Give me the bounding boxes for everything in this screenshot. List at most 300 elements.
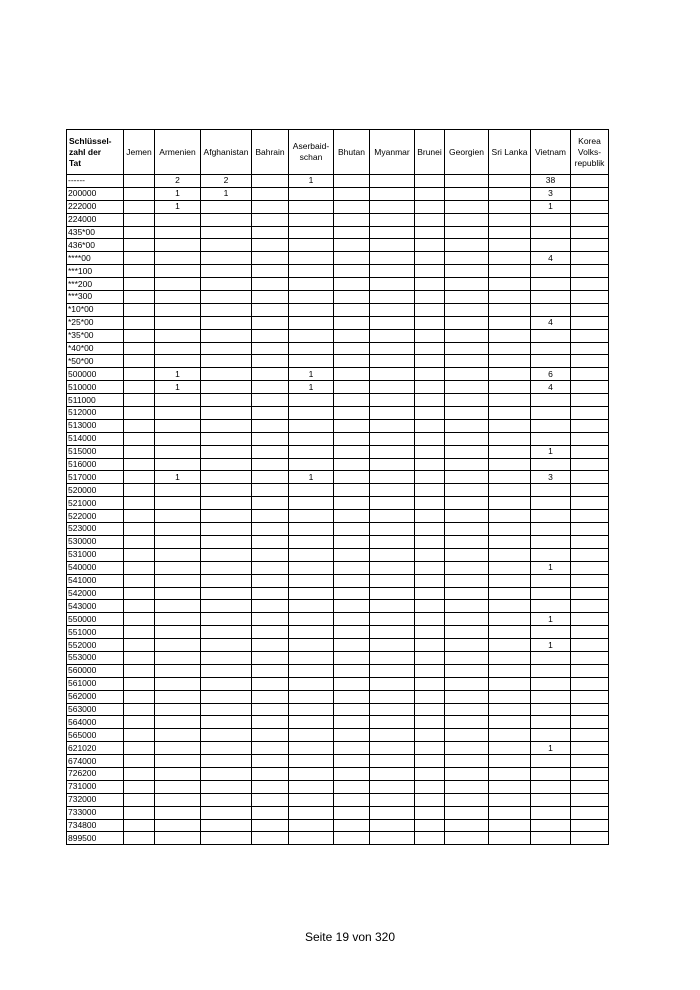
value-cell [571, 767, 609, 780]
value-cell [531, 239, 571, 252]
value-cell [252, 716, 289, 729]
value-cell [155, 690, 201, 703]
value-cell [252, 600, 289, 613]
value-cell [252, 394, 289, 407]
key-cell: 520000 [67, 484, 124, 497]
value-cell [252, 523, 289, 536]
key-cell: 733000 [67, 806, 124, 819]
value-cell [415, 729, 445, 742]
value-cell [489, 458, 531, 471]
value-cell [289, 458, 334, 471]
key-cell: 522000 [67, 510, 124, 523]
value-cell: 3 [531, 471, 571, 484]
table-row [67, 226, 609, 239]
value-cell [155, 574, 201, 587]
value-cell [415, 587, 445, 600]
table-row [67, 471, 609, 484]
key-cell: 564000 [67, 716, 124, 729]
value-cell [489, 793, 531, 806]
value-cell [334, 664, 370, 677]
value-cell [571, 510, 609, 523]
value-cell [370, 432, 415, 445]
table-row [67, 613, 609, 626]
table-row [67, 368, 609, 381]
value-cell [155, 407, 201, 420]
value-cell [415, 407, 445, 420]
value-cell [252, 587, 289, 600]
value-cell [489, 690, 531, 703]
value-cell [201, 664, 252, 677]
value-cell [531, 484, 571, 497]
value-cell [571, 381, 609, 394]
value-cell [252, 497, 289, 510]
value-cell [571, 742, 609, 755]
value-cell [155, 432, 201, 445]
column-header [252, 130, 289, 175]
key-cell: *50*00 [67, 355, 124, 368]
value-cell [334, 819, 370, 832]
value-cell [252, 381, 289, 394]
value-cell [252, 626, 289, 639]
value-cell [252, 175, 289, 188]
value-cell [370, 742, 415, 755]
value-cell [370, 574, 415, 587]
key-column-header-line: zahl der [69, 146, 102, 157]
value-cell [370, 175, 415, 188]
value-cell [155, 445, 201, 458]
value-cell [489, 755, 531, 768]
value-cell [201, 587, 252, 600]
value-cell [489, 419, 531, 432]
key-cell: 541000 [67, 574, 124, 587]
value-cell [489, 265, 531, 278]
value-cell [531, 213, 571, 226]
value-cell [489, 600, 531, 613]
value-cell [155, 587, 201, 600]
value-cell [289, 755, 334, 768]
value-cell [289, 677, 334, 690]
column-header-line: Georgien [449, 146, 484, 157]
column-header [370, 130, 415, 175]
value-cell [155, 523, 201, 536]
table-row [67, 187, 609, 200]
value-cell [531, 677, 571, 690]
value-cell [124, 432, 155, 445]
value-cell [445, 342, 489, 355]
value-cell [489, 535, 531, 548]
value-cell [415, 213, 445, 226]
value-cell [531, 394, 571, 407]
value-cell [155, 716, 201, 729]
value-cell [201, 510, 252, 523]
value-cell [489, 767, 531, 780]
value-cell [334, 587, 370, 600]
value-cell [289, 355, 334, 368]
value-cell [334, 561, 370, 574]
value-cell [289, 793, 334, 806]
value-cell [531, 419, 571, 432]
value-cell [155, 780, 201, 793]
value-cell [370, 690, 415, 703]
value-cell [415, 303, 445, 316]
value-cell: 1 [531, 200, 571, 213]
key-cell: 899500 [67, 832, 124, 845]
value-cell [531, 793, 571, 806]
value-cell [445, 535, 489, 548]
value-cell: 1 [531, 639, 571, 652]
value-cell [252, 355, 289, 368]
value-cell [445, 664, 489, 677]
value-cell [531, 303, 571, 316]
table-row [67, 832, 609, 845]
value-cell [289, 200, 334, 213]
value-cell [334, 703, 370, 716]
value-cell [201, 767, 252, 780]
key-cell: 674000 [67, 755, 124, 768]
value-cell [155, 742, 201, 755]
value-cell [124, 394, 155, 407]
value-cell [415, 484, 445, 497]
value-cell [201, 445, 252, 458]
value-cell [252, 613, 289, 626]
key-cell: 511000 [67, 394, 124, 407]
value-cell [124, 265, 155, 278]
value-cell [289, 832, 334, 845]
value-cell [370, 239, 415, 252]
key-cell: 224000 [67, 213, 124, 226]
value-cell [571, 819, 609, 832]
table-row [67, 535, 609, 548]
table-row [67, 419, 609, 432]
value-cell [571, 497, 609, 510]
value-cell [415, 175, 445, 188]
page-number: Seite 19 von 320 [304, 930, 396, 944]
value-cell [445, 703, 489, 716]
table-row [67, 445, 609, 458]
value-cell [252, 767, 289, 780]
value-cell [289, 291, 334, 304]
value-cell [415, 742, 445, 755]
value-cell [334, 639, 370, 652]
value-cell [289, 342, 334, 355]
value-cell [124, 445, 155, 458]
value-cell [489, 329, 531, 342]
value-cell [571, 523, 609, 536]
key-cell: ***100 [67, 265, 124, 278]
value-cell [124, 484, 155, 497]
key-cell: 621020 [67, 742, 124, 755]
value-cell [155, 329, 201, 342]
key-cell: *40*00 [67, 342, 124, 355]
table-row [67, 639, 609, 652]
value-cell [289, 523, 334, 536]
value-cell [155, 729, 201, 742]
value-cell [489, 187, 531, 200]
value-cell [531, 587, 571, 600]
value-cell [201, 755, 252, 768]
value-cell [489, 664, 531, 677]
value-cell [445, 252, 489, 265]
value-cell [334, 651, 370, 664]
value-cell [415, 265, 445, 278]
value-cell [571, 458, 609, 471]
value-cell [289, 729, 334, 742]
value-cell [124, 780, 155, 793]
value-cell [571, 484, 609, 497]
column-header-line: Bhutan [338, 146, 365, 157]
value-cell [531, 780, 571, 793]
value-cell [415, 316, 445, 329]
value-cell [531, 819, 571, 832]
value-cell [155, 278, 201, 291]
table-row [67, 329, 609, 342]
value-cell [370, 716, 415, 729]
value-cell [370, 755, 415, 768]
table-row [67, 252, 609, 265]
column-header-line: Sri Lanka [491, 146, 528, 157]
key-cell: *10*00 [67, 303, 124, 316]
value-cell [252, 368, 289, 381]
key-cell: 510000 [67, 381, 124, 394]
value-cell [252, 252, 289, 265]
value-cell [334, 291, 370, 304]
value-cell [124, 729, 155, 742]
value-cell [571, 278, 609, 291]
key-cell: 531000 [67, 548, 124, 561]
table-row [67, 484, 609, 497]
value-cell [445, 639, 489, 652]
value-cell [571, 252, 609, 265]
key-column-header-line: Tat [69, 157, 82, 168]
value-cell [489, 407, 531, 420]
value-cell [252, 432, 289, 445]
value-cell [201, 677, 252, 690]
value-cell [445, 368, 489, 381]
value-cell [155, 703, 201, 716]
value-cell [252, 226, 289, 239]
key-cell: 542000 [67, 587, 124, 600]
value-cell [445, 394, 489, 407]
value-cell [289, 780, 334, 793]
value-cell [289, 548, 334, 561]
value-cell [531, 291, 571, 304]
column-header-line: Volks- [577, 146, 602, 157]
value-cell [155, 677, 201, 690]
value-cell [334, 523, 370, 536]
value-cell [571, 613, 609, 626]
value-cell [124, 574, 155, 587]
value-cell [531, 664, 571, 677]
value-cell [252, 265, 289, 278]
value-cell [531, 651, 571, 664]
value-cell [334, 329, 370, 342]
value-cell [334, 355, 370, 368]
column-header [155, 130, 201, 175]
key-cell: 553000 [67, 651, 124, 664]
key-cell: 222000 [67, 200, 124, 213]
value-cell [155, 651, 201, 664]
key-cell: ****00 [67, 252, 124, 265]
value-cell [155, 639, 201, 652]
value-cell [334, 574, 370, 587]
value-cell [289, 703, 334, 716]
value-cell [415, 419, 445, 432]
value-cell [201, 394, 252, 407]
value-cell [571, 394, 609, 407]
value-cell [415, 535, 445, 548]
value-cell: 1 [289, 368, 334, 381]
value-cell [571, 587, 609, 600]
value-cell [124, 329, 155, 342]
value-cell [571, 716, 609, 729]
value-cell: 1 [289, 175, 334, 188]
value-cell [201, 407, 252, 420]
value-cell [124, 651, 155, 664]
table-row [67, 213, 609, 226]
value-cell [252, 742, 289, 755]
value-cell [334, 690, 370, 703]
value-cell [155, 394, 201, 407]
value-cell [489, 175, 531, 188]
value-cell [531, 523, 571, 536]
value-cell [252, 677, 289, 690]
table-row [67, 626, 609, 639]
value-cell [334, 780, 370, 793]
value-cell [370, 664, 415, 677]
value-cell [415, 677, 445, 690]
value-cell [445, 626, 489, 639]
value-cell [571, 316, 609, 329]
table-row [67, 355, 609, 368]
header-row [67, 130, 609, 175]
value-cell [201, 651, 252, 664]
value-cell [370, 523, 415, 536]
value-cell [155, 497, 201, 510]
value-cell [201, 458, 252, 471]
value-cell [415, 368, 445, 381]
value-cell [571, 600, 609, 613]
value-cell [415, 329, 445, 342]
value-cell [489, 587, 531, 600]
column-header [289, 130, 334, 175]
table-row [67, 316, 609, 329]
table-row [67, 407, 609, 420]
value-cell [201, 832, 252, 845]
value-cell [489, 252, 531, 265]
table-row [67, 291, 609, 304]
value-cell [155, 226, 201, 239]
value-cell [201, 806, 252, 819]
value-cell [155, 806, 201, 819]
value-cell [201, 626, 252, 639]
value-cell [445, 187, 489, 200]
value-cell [489, 291, 531, 304]
value-cell [334, 187, 370, 200]
key-cell: 436*00 [67, 239, 124, 252]
value-cell [571, 265, 609, 278]
value-cell [370, 639, 415, 652]
value-cell [445, 213, 489, 226]
value-cell [489, 278, 531, 291]
value-cell [370, 729, 415, 742]
value-cell [334, 278, 370, 291]
value-cell [252, 690, 289, 703]
value-cell [124, 497, 155, 510]
value-cell [571, 213, 609, 226]
value-cell [445, 767, 489, 780]
value-cell [124, 471, 155, 484]
value-cell [334, 806, 370, 819]
value-cell [155, 355, 201, 368]
value-cell [289, 651, 334, 664]
value-cell [489, 561, 531, 574]
value-cell [489, 677, 531, 690]
table-row [67, 600, 609, 613]
table-row [67, 510, 609, 523]
value-cell [571, 729, 609, 742]
key-cell: 551000 [67, 626, 124, 639]
value-cell [531, 716, 571, 729]
value-cell [489, 239, 531, 252]
value-cell [415, 445, 445, 458]
value-cell: 38 [531, 175, 571, 188]
value-cell [445, 291, 489, 304]
value-cell [334, 239, 370, 252]
value-cell [124, 342, 155, 355]
value-cell [489, 806, 531, 819]
value-cell [531, 226, 571, 239]
value-cell [155, 316, 201, 329]
key-cell: 517000 [67, 471, 124, 484]
value-cell [334, 793, 370, 806]
value-cell [252, 407, 289, 420]
value-cell [252, 664, 289, 677]
value-cell [415, 574, 445, 587]
key-cell: *35*00 [67, 329, 124, 342]
value-cell [445, 445, 489, 458]
value-cell: 6 [531, 368, 571, 381]
value-cell [289, 742, 334, 755]
value-cell [531, 497, 571, 510]
value-cell [415, 832, 445, 845]
value-cell [445, 819, 489, 832]
value-cell [201, 819, 252, 832]
value-cell [155, 755, 201, 768]
value-cell [415, 793, 445, 806]
value-cell [252, 819, 289, 832]
value-cell [370, 187, 415, 200]
value-cell [289, 432, 334, 445]
value-cell [334, 200, 370, 213]
value-cell [489, 819, 531, 832]
value-cell [445, 793, 489, 806]
value-cell [201, 742, 252, 755]
value-cell [201, 368, 252, 381]
key-cell: 435*00 [67, 226, 124, 239]
value-cell [415, 471, 445, 484]
value-cell [252, 510, 289, 523]
value-cell [571, 407, 609, 420]
table-row [67, 342, 609, 355]
value-cell [445, 677, 489, 690]
value-cell [370, 471, 415, 484]
value-cell [289, 806, 334, 819]
value-cell [571, 780, 609, 793]
value-cell [489, 729, 531, 742]
value-cell [531, 355, 571, 368]
value-cell [201, 574, 252, 587]
column-header [571, 130, 609, 175]
